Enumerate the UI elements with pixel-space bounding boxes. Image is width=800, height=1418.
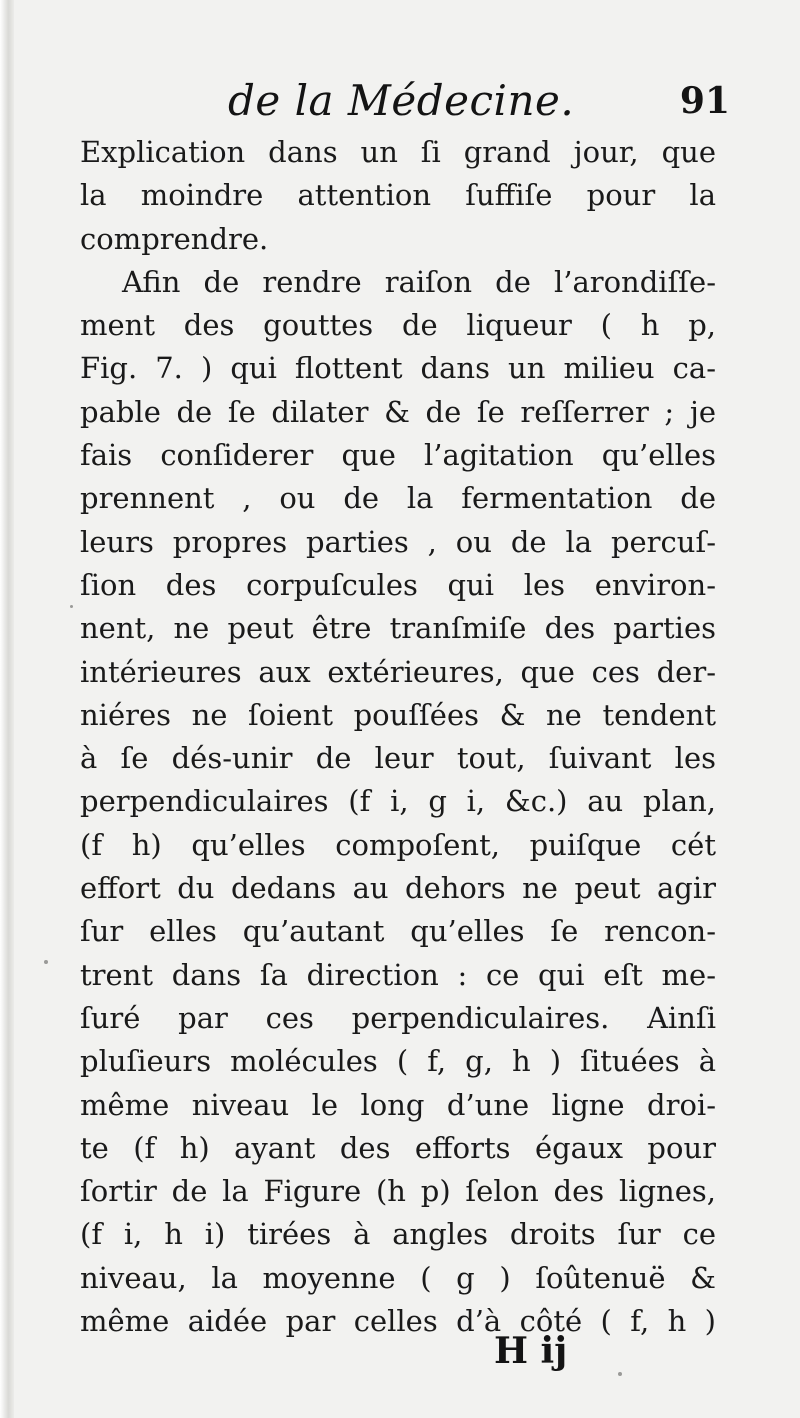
text-line: ſion des corpuſcules qui les environ- bbox=[80, 567, 716, 602]
text-line: Afin de rendre raiſon de l’arondiſſe- bbox=[122, 264, 716, 299]
text-line: la moindre attention ſuffiſe pour la bbox=[80, 178, 716, 213]
text-line: Explication dans un ſi grand jour, que bbox=[80, 135, 716, 169]
paper-speck bbox=[618, 1372, 622, 1376]
text-line: trent dans ſa direction : ce qui eſt me- bbox=[80, 957, 716, 992]
page-number: 91 bbox=[679, 80, 730, 122]
text-line: leurs propres parties , ou de la percuſ- bbox=[80, 524, 716, 559]
paper-speck bbox=[44, 960, 48, 964]
text-line: perpendiculaires (f i, g i, &c.) au plan, bbox=[80, 784, 716, 819]
text-line: (f h) qu’elles compoſent, puiſque cét bbox=[80, 827, 716, 862]
text-line: (f i, h i) tirées à angles droits ſur ce bbox=[80, 1217, 716, 1252]
text-line: intérieures aux extérieures, que ces der- bbox=[80, 654, 716, 689]
text-line: à ſe dés-unir de leur tout, ſuivant les bbox=[80, 741, 716, 776]
running-title: de la Médecine. bbox=[228, 76, 575, 125]
text-line: effort du dedans au dehors ne peut agir bbox=[80, 871, 716, 906]
text-line: nent, ne peut être tranſmiſe des parties bbox=[80, 611, 716, 646]
text-line: ſuré par ces perpendiculaires. Ainſi bbox=[80, 1000, 716, 1035]
text-line: comprendre. bbox=[80, 221, 269, 256]
text-line: niveau, la moyenne ( g ) ſoûtenuë & bbox=[80, 1260, 716, 1295]
text-line: ſur elles qu’autant qu’elles ſe rencon- bbox=[80, 914, 716, 949]
signature-mark: H ij bbox=[494, 1330, 568, 1372]
text-line: te (f h) ayant des efforts égaux pour bbox=[80, 1130, 716, 1165]
paper-speck bbox=[70, 605, 73, 608]
page-header bbox=[90, 72, 730, 132]
text-line: fais conſiderer que l’agitation qu’elles bbox=[80, 438, 716, 473]
text-line: même niveau le long d’une ligne droi- bbox=[80, 1087, 716, 1122]
page-gutter-edge bbox=[0, 0, 14, 1418]
text-line: pluſieurs molécules ( f, g, h ) ſituées à bbox=[80, 1044, 716, 1079]
text-line: même aidée par celles d’à côté ( f, h ) bbox=[80, 1304, 716, 1339]
text-line: prennent , ou de la fermentation de bbox=[80, 481, 716, 516]
text-line: niéres ne ſoient pouſſées & ne tendent bbox=[80, 697, 716, 732]
text-line: ment des gouttes de liqueur ( h p, bbox=[80, 308, 716, 343]
body-text bbox=[80, 131, 716, 1343]
text-line: ſortir de la Figure (h p) ſelon des lignes, bbox=[80, 1174, 716, 1209]
text-line: Fig. 7. ) qui flottent dans un milieu ca- bbox=[80, 351, 716, 386]
text-line: pable de ſe dilater & de ſe reſſerrer ; je bbox=[80, 394, 716, 429]
